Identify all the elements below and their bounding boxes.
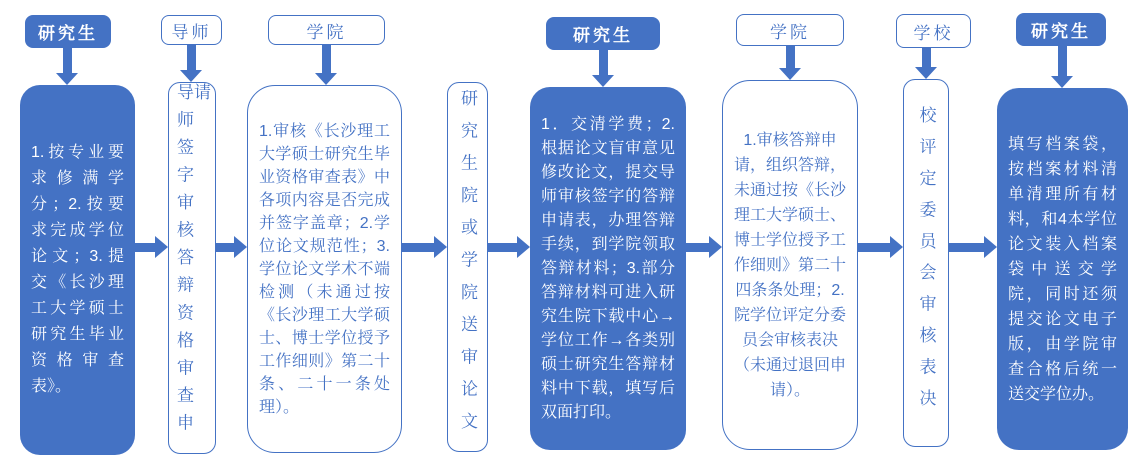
right-arrow-icon-7	[949, 236, 997, 258]
right-arrow-icon-6	[858, 236, 903, 258]
step-text: 填写档案袋，按档案材料清单清理所有材料，和4本学位论文装入档案袋中送交学院，同时还须提交论文电子版，由学院审查合格后统一送交学位办。	[1008, 135, 1117, 403]
step-text: 1.按专业要求修满学分；2.按要求完成学位论文；3.提交《长沙理工大学硕士研究生毕业资格审查表》。	[31, 144, 124, 395]
right-arrow-icon-4	[488, 236, 530, 258]
step-text: 导师签字审核答辩资格审查申请	[174, 83, 210, 442]
step-complete-credits-and-thesis	[20, 85, 135, 455]
step-text: 研究生院或学院送审论文	[458, 89, 477, 445]
header-college-2: 学院	[736, 14, 844, 46]
down-arrow-icon-5	[779, 46, 801, 80]
down-arrow-icon-6	[915, 48, 937, 79]
header-graduate-student-1: 研究生	[25, 15, 111, 48]
step-university-committee-vote	[903, 79, 949, 447]
step-advisor-signs-defense-qualification	[168, 82, 216, 454]
right-arrow-icon-2	[216, 236, 247, 258]
down-arrow-icon-4	[592, 50, 614, 87]
step-text: 1.审核答辩申请，组织答辩，未通过按《长沙理工大学硕士、博士学位授予工作细则》第二十四条条处理；2.院学位评定分委员会审核表决（未通过退回申请）。	[733, 131, 846, 399]
right-arrow-icon-1	[135, 236, 168, 258]
step-archive-materials-submission	[997, 88, 1128, 450]
step-thesis-sent-for-review	[447, 82, 488, 452]
header-graduate-student-2: 研究生	[546, 17, 660, 50]
down-arrow-icon-1	[56, 48, 78, 85]
right-arrow-icon-3	[402, 236, 447, 258]
down-arrow-icon-7	[1051, 46, 1073, 88]
step-college-qualification-review	[247, 85, 402, 453]
right-arrow-icon-5	[686, 236, 722, 258]
step-college-defense-and-vote	[722, 80, 858, 450]
step-student-defense-preparation	[530, 87, 686, 450]
header-advisor: 导师	[161, 15, 222, 45]
step-text: 1．交清学费；2.根据论文盲审意见修改论文，提交导师审核签字的答辩申请表，办理答辩手续，到学院领取答辩材料；3.部分答辩材料可进入研究生院下载中心→学位工作→各类别硕士研究生答辩材料中下载，填写后双面打印。	[541, 115, 675, 421]
down-arrow-icon-2	[180, 45, 202, 82]
header-school: 学校	[896, 14, 971, 48]
step-text: 校评定委员会审核表决	[916, 105, 936, 421]
header-graduate-student-3: 研究生	[1016, 13, 1106, 46]
step-text: 1.审核《长沙理工大学硕士研究生毕业资格审查表》中各项内容是否完成并签字盖章；2.学位论文规范性；3.学位论文学术不端检测（未通过按《长沙理工大学硕士、博士学位授予工作细则》第二十条、二十一条处理）。	[259, 122, 390, 416]
down-arrow-icon-3	[315, 45, 337, 85]
header-college-1: 学院	[268, 15, 385, 45]
